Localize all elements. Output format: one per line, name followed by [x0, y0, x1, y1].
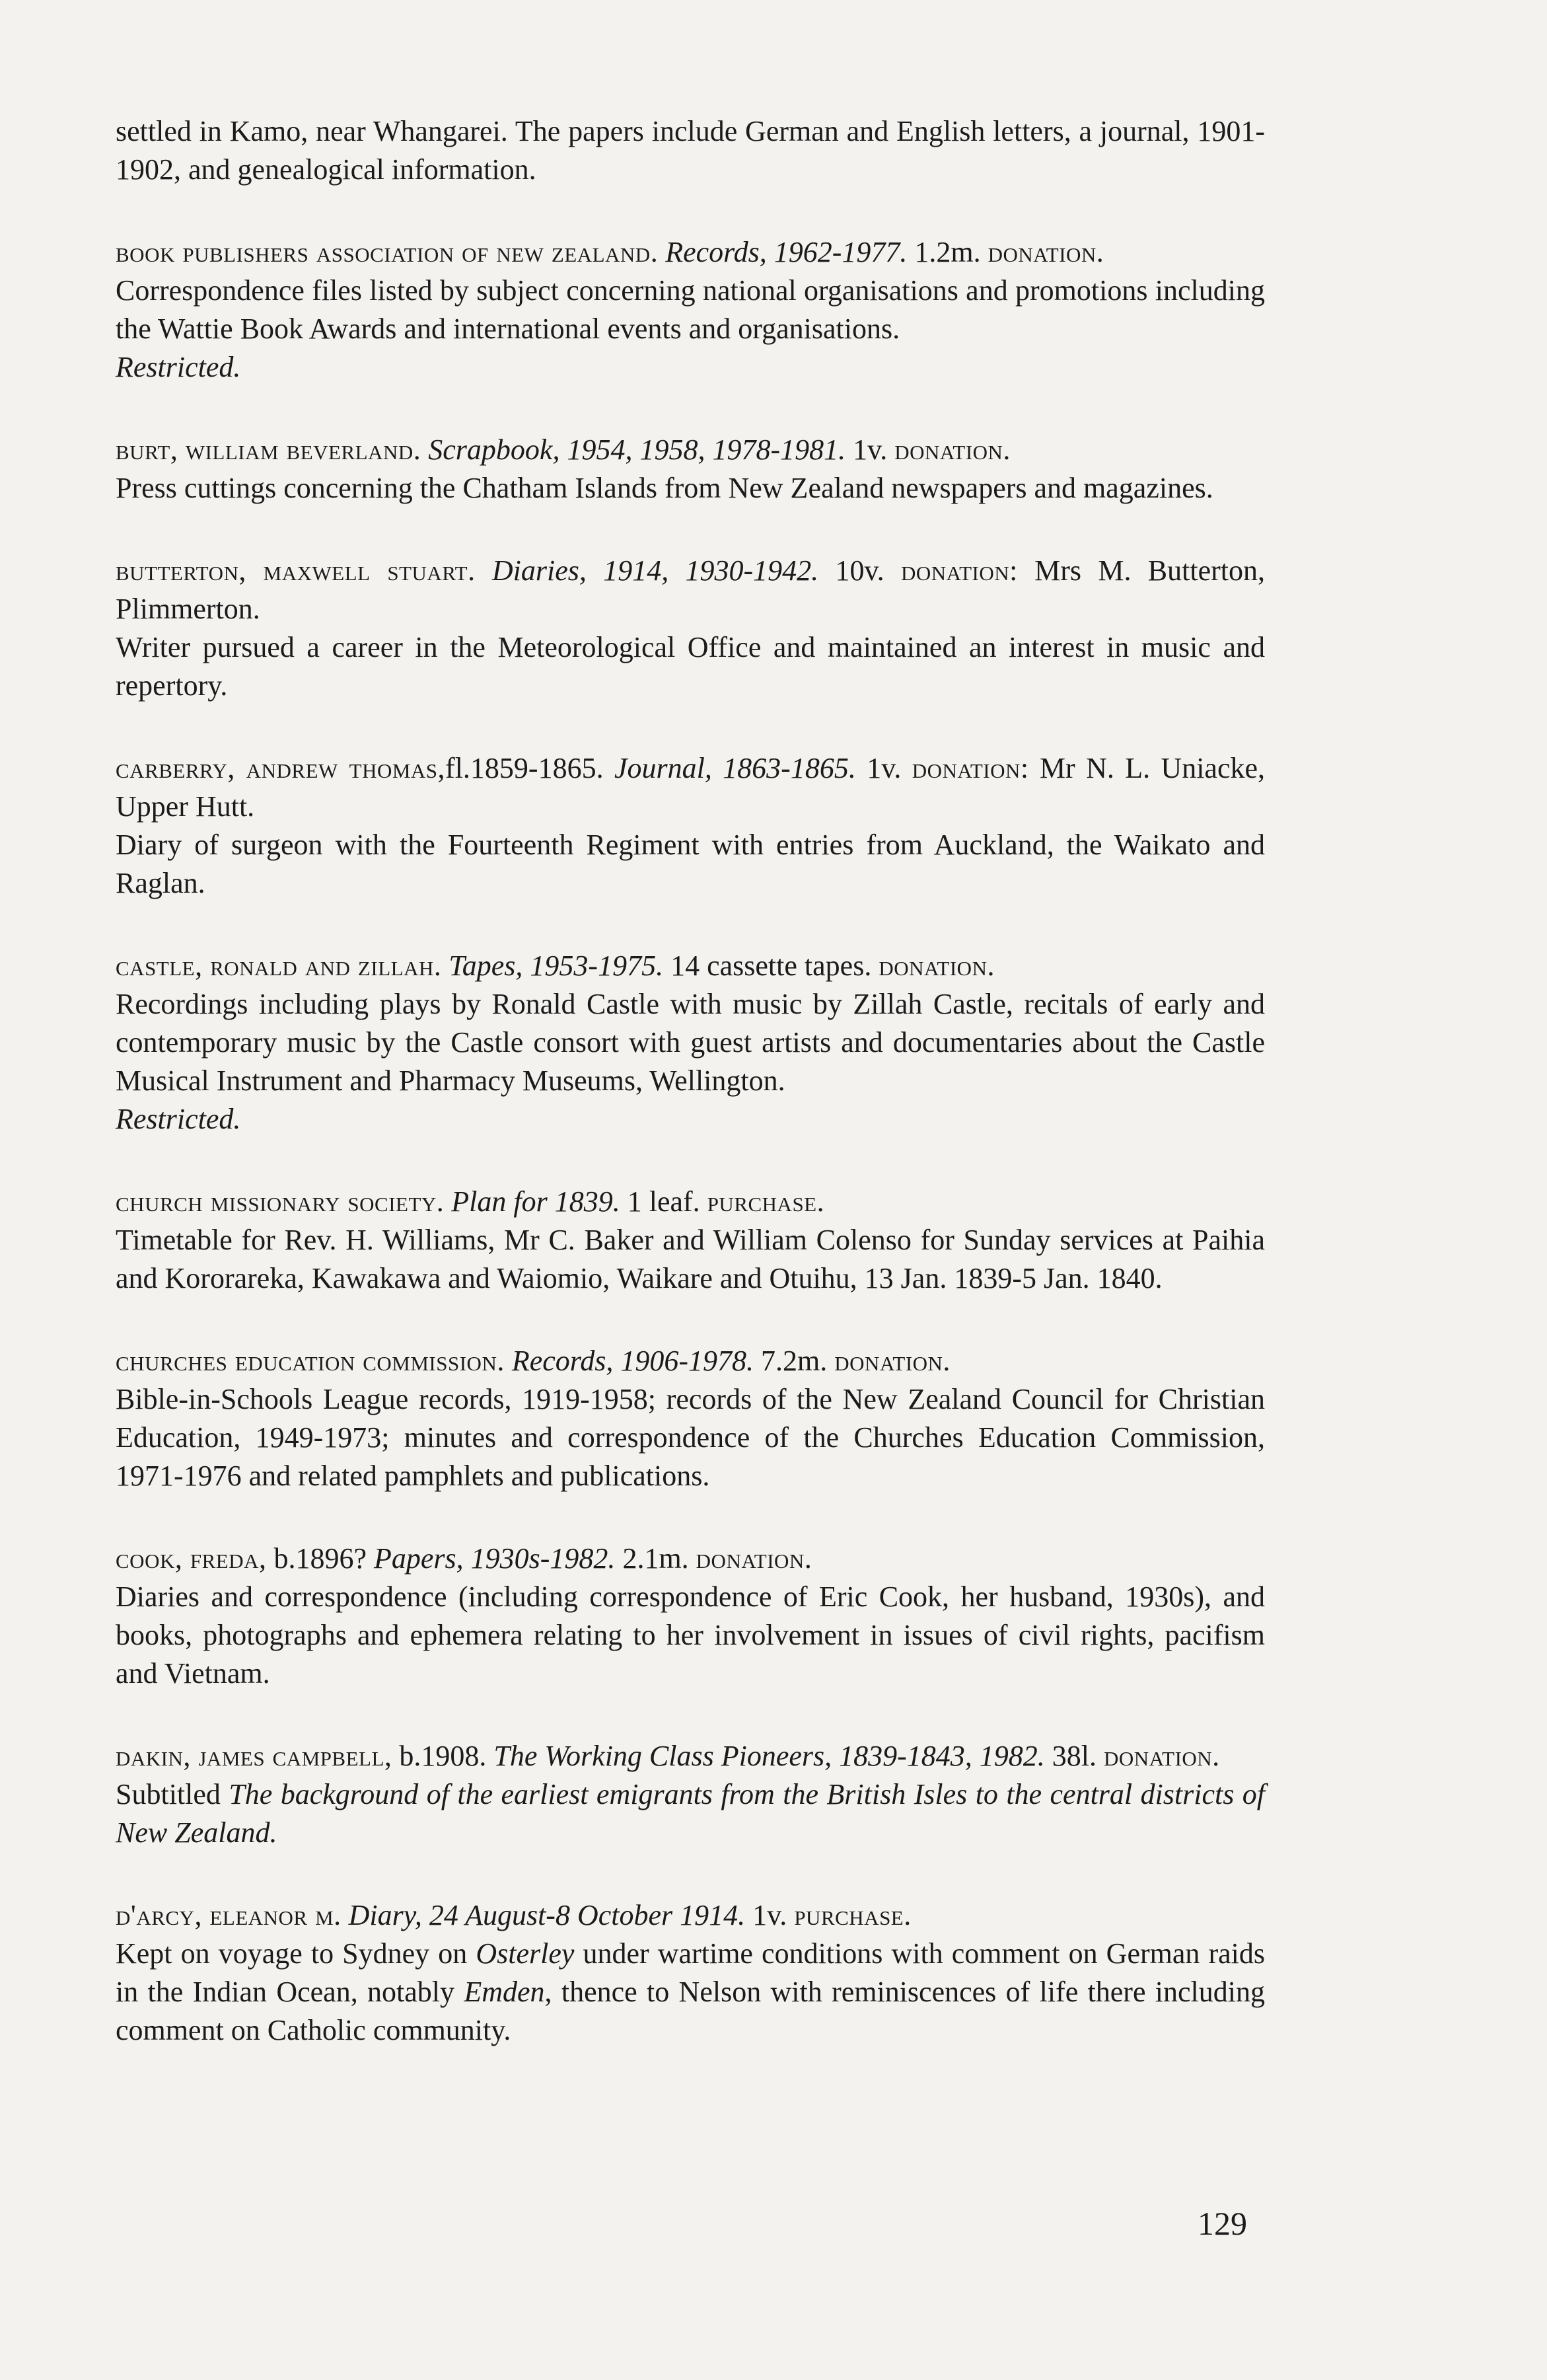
- entry-name: book publishers association of new zealand.: [116, 236, 659, 268]
- entry-carberry: [116, 749, 1265, 903]
- entry-source: donation.: [988, 236, 1104, 268]
- entry-source-detail: Mrs M. Butterton, Plimmerton.: [116, 554, 1265, 625]
- entry-extent: 1v.: [867, 752, 902, 784]
- entry-name: castle, ronald and zillah.: [116, 949, 442, 982]
- entry-source: donation.: [879, 949, 995, 982]
- entry-description-part: Kept on voyage to Sydney on: [116, 1937, 468, 1970]
- entry-heading: [116, 1183, 1265, 1221]
- entry-extent: 14 cassette tapes.: [670, 949, 872, 982]
- ship-name: Osterley: [476, 1937, 575, 1970]
- entry-source: donation.: [894, 433, 1011, 466]
- entry-heading: [116, 233, 1265, 272]
- catalogue-page: [116, 112, 1265, 2050]
- entry-heading: [116, 1342, 1265, 1380]
- entry-source: purchase.: [707, 1185, 825, 1218]
- entry-name: church missionary society.: [116, 1185, 445, 1218]
- entry-description-part: , thence to Nelson with reminiscences of life there including comment on Catholic community.: [116, 1976, 1266, 2046]
- entry-title: Tapes, 1953-1975.: [449, 949, 664, 982]
- entry-heading: [116, 749, 1265, 826]
- entry-description: settled in Kamo, near Whangarei. The papers include German and English letters, a journal, 1901-1902, and genealogical information.: [116, 115, 1265, 186]
- entry-name: d'arcy, eleanor m.: [116, 1899, 342, 1931]
- entry-description-prefix: Subtitled: [116, 1778, 221, 1810]
- entry-description: Writer pursued a career in the Meteorological Office and maintained an interest in music and repertory.: [116, 631, 1265, 702]
- entry-heading: [116, 1896, 1265, 1935]
- entry-description: Bible-in-Schools League records, 1919-1958; records of the New Zealand Council for Christian Education, 1949-1973; minutes and correspondence of the Churches Education Commission, 1971-1976 and related pamphlets and publications.: [116, 1383, 1265, 1492]
- continued-entry: [116, 112, 1265, 189]
- entry-burt: [116, 431, 1265, 507]
- entry-heading: [116, 431, 1265, 469]
- entry-extent: 1v.: [853, 433, 888, 466]
- entry-butterton: [116, 552, 1265, 705]
- entry-cook: [116, 1540, 1265, 1693]
- entry-extent: 2.1m.: [622, 1542, 689, 1575]
- entry-extent: 1.2m.: [914, 236, 981, 268]
- entry-description: [116, 1775, 1265, 1852]
- entry-name: carberry, andrew thomas,: [116, 752, 446, 784]
- entry-name: cook, freda,: [116, 1542, 267, 1575]
- page-number: 129: [1198, 2205, 1247, 2242]
- entry-title: Records, 1962-1977.: [665, 236, 908, 268]
- entry-name: churches education commission.: [116, 1345, 505, 1377]
- entry-castle: [116, 947, 1265, 1138]
- entry-name-dates: fl.1859-1865.: [445, 752, 604, 784]
- entry-heading: [116, 1737, 1265, 1775]
- entry-title: Plan for 1839.: [451, 1185, 620, 1218]
- ship-name: Emden: [464, 1976, 545, 2008]
- entry-extent: 38l.: [1052, 1740, 1097, 1772]
- entry-source-detail: Mr N. L. Uniacke, Upper Hutt.: [116, 752, 1266, 823]
- entry-title: Diaries, 1914, 1930-1942.: [491, 554, 819, 587]
- entry-title: Journal, 1863-1865.: [614, 752, 856, 784]
- entry-extent: 10v.: [835, 554, 884, 587]
- entry-description: Correspondence files listed by subject concerning national organisations and promotions including the Wattie Book Awards and international events and organisations.: [116, 274, 1265, 345]
- entry-church-missionary-society: [116, 1183, 1265, 1298]
- entry-title: Records, 1906-1978.: [511, 1345, 754, 1377]
- entry-description: Timetable for Rev. H. Williams, Mr C. Baker and William Colenso for Sunday services at Paihia and Kororareka, Kawakawa and Waiomio, Waikare and Otuihu, 13 Jan. 1839-5 Jan. 1840.: [116, 1224, 1265, 1294]
- entry-description: Diary of surgeon with the Fourteenth Regiment with entries from Auckland, the Waikato and Raglan.: [116, 829, 1265, 899]
- entry-heading: [116, 552, 1265, 628]
- entry-heading: [116, 1540, 1265, 1578]
- entry-description: Press cuttings concerning the Chatham Islands from New Zealand newspapers and magazines.: [116, 472, 1213, 504]
- entry-source: donation.: [834, 1345, 951, 1377]
- entry-description: [116, 1935, 1265, 2050]
- entry-dakin: [116, 1737, 1265, 1852]
- entry-churches-education-commission: [116, 1342, 1265, 1495]
- entry-title: Diary, 24 August-8 October 1914.: [348, 1899, 746, 1931]
- entry-extent: 7.2m.: [761, 1345, 828, 1377]
- entry-heading: [116, 947, 1265, 985]
- entry-source: donation.: [696, 1542, 812, 1575]
- entry-name: butterton, maxwell stuart.: [116, 554, 476, 587]
- entry-name-dates: b.1896?: [273, 1542, 367, 1575]
- entry-source: purchase.: [794, 1899, 912, 1931]
- entry-description-part: under wartime conditions with comment on German raids in the Indian Ocean, notably: [116, 1937, 1266, 2008]
- entry-title: Papers, 1930s-1982.: [374, 1542, 616, 1575]
- entry-subtitle: The background of the earliest emigrants from the British Isles to the central districts of New Zealand.: [116, 1778, 1265, 1849]
- entry-name: burt, william beverland.: [116, 433, 421, 466]
- entry-extent: 1v.: [752, 1899, 787, 1931]
- entry-darcy: [116, 1896, 1265, 2050]
- entry-name: dakin, james campbell,: [116, 1740, 392, 1772]
- entry-description: Diaries and correspondence (including correspondence of Eric Cook, her husband, 1930s), and books, photographs and ephemera relating to her involvement in issues of civil rights, pacifism and Vietnam.: [116, 1580, 1265, 1690]
- entry-source: donation:: [912, 752, 1029, 784]
- entry-title: The Working Class Pioneers, 1839-1843, 1982.: [493, 1740, 1045, 1772]
- entry-source: donation:: [900, 554, 1018, 587]
- entry-extent: 1 leaf.: [627, 1185, 700, 1218]
- entry-book-publishers-association: [116, 233, 1265, 387]
- entry-title: Scrapbook, 1954, 1958, 1978-1981.: [428, 433, 846, 466]
- entry-name-dates: b.1908.: [399, 1740, 487, 1772]
- entry-restricted-note: Restricted.: [116, 1103, 241, 1135]
- entry-source: donation.: [1104, 1740, 1220, 1772]
- entry-description: Recordings including plays by Ronald Castle with music by Zillah Castle, recitals of early and contemporary music by the Castle consort with guest artists and documentaries about the Castle Musical Instrument and Pharmacy Museums, Wellington.: [116, 988, 1265, 1097]
- entry-restricted-note: Restricted.: [116, 351, 241, 383]
